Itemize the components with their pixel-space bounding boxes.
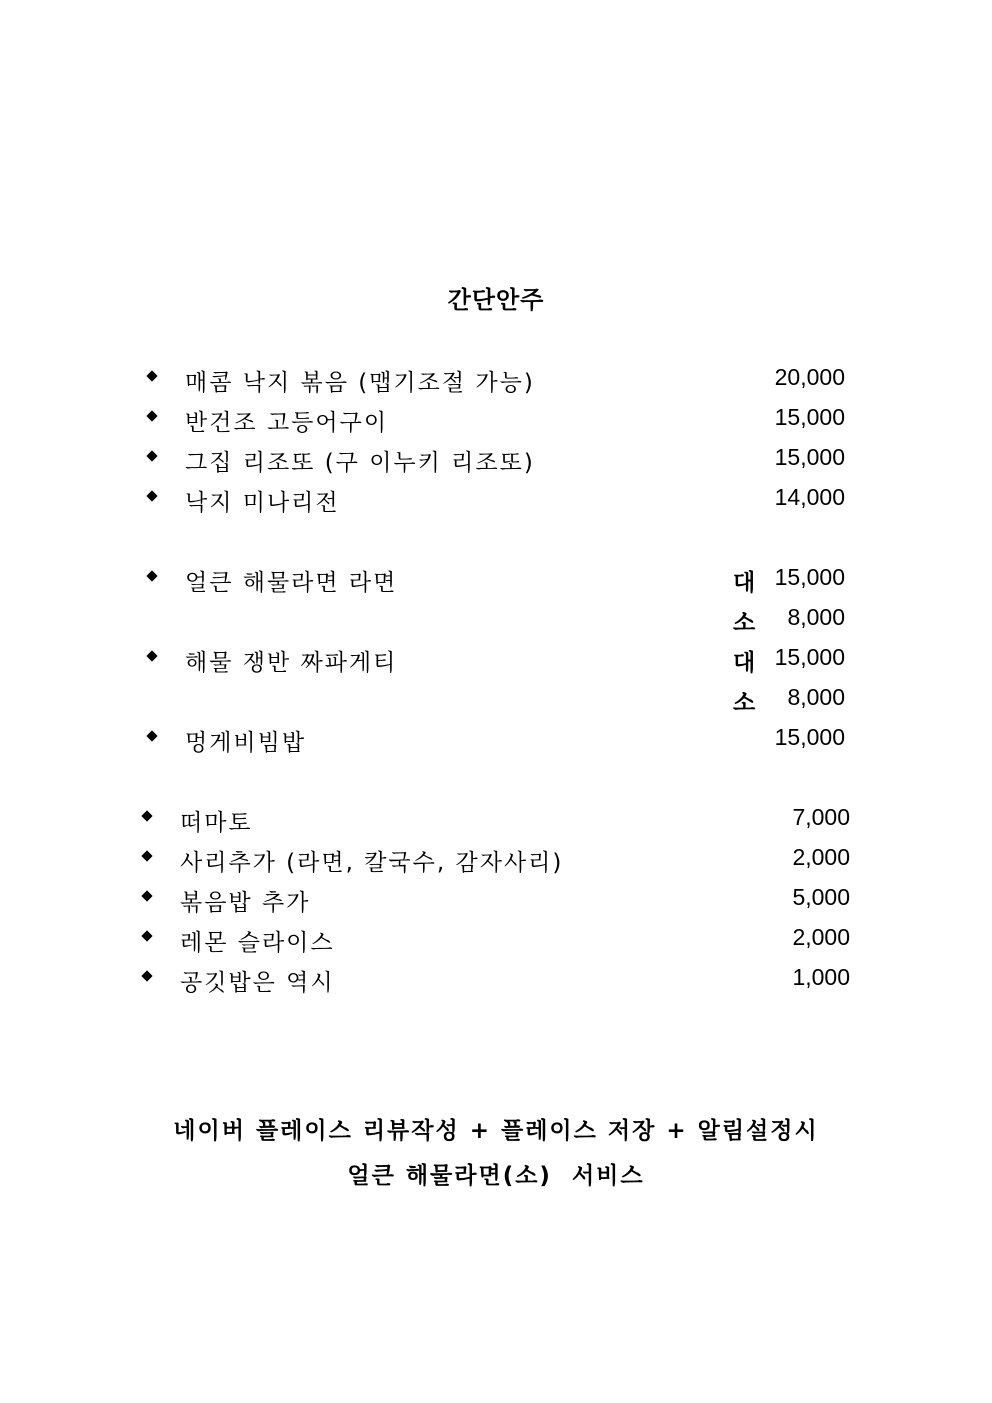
menu-item-name: 사리추가 (라면, 칼국수, 감자사리) bbox=[180, 850, 564, 876]
menu-item bbox=[0, 360, 992, 400]
menu-item-price: 15,000 bbox=[774, 724, 845, 750]
menu-item-price: 7,000 bbox=[792, 804, 850, 830]
menu-item-name: 해물 쟁반 짜파게티 bbox=[185, 650, 398, 676]
menu-item-name: 낙지 미나리전 bbox=[185, 490, 340, 516]
menu-item-price: 15,000 bbox=[774, 444, 845, 470]
diamond-bullet-icon bbox=[141, 890, 152, 901]
menu-item-name: 볶음밥 추가 bbox=[180, 890, 311, 916]
diamond-bullet-icon bbox=[146, 730, 157, 741]
diamond-bullet-icon bbox=[141, 810, 152, 821]
menu-item bbox=[0, 960, 992, 1000]
menu-item bbox=[0, 800, 992, 840]
menu-item-name: 멍게비빔밥 bbox=[185, 730, 307, 756]
diamond-bullet-icon bbox=[146, 650, 157, 661]
diamond-bullet-icon bbox=[146, 450, 157, 461]
menu-item-price: 15,000 bbox=[774, 564, 845, 590]
menu-item bbox=[0, 840, 992, 880]
menu-item bbox=[0, 400, 992, 440]
menu-item-size: 대 bbox=[733, 570, 756, 596]
menu-item-size: 소 bbox=[733, 690, 756, 716]
menu-item-name: 공깃밥은 역시 bbox=[180, 970, 335, 996]
promo-line-1: 네이버 플레이스 리뷰작성 + 플레이스 저장 + 알림설정시 bbox=[173, 1118, 819, 1144]
menu-item-price: 14,000 bbox=[774, 484, 845, 510]
menu-item-price: 1,000 bbox=[792, 964, 850, 990]
promo-line-2: 얼큰 해물라면(소) 서비스 bbox=[347, 1163, 645, 1189]
menu-item-price: 8,000 bbox=[787, 684, 845, 710]
menu-item bbox=[0, 880, 992, 920]
diamond-bullet-icon bbox=[141, 930, 152, 941]
diamond-bullet-icon bbox=[146, 490, 157, 501]
menu-item-price: 5,000 bbox=[792, 884, 850, 910]
menu-item-variant bbox=[0, 600, 992, 640]
menu-item-name: 그집 리조또 (구 이누키 리조또) bbox=[185, 450, 535, 476]
menu-item-price: 2,000 bbox=[792, 924, 850, 950]
menu-item bbox=[0, 640, 992, 680]
menu-title: 간단안주 bbox=[447, 286, 545, 314]
diamond-bullet-icon bbox=[141, 970, 152, 981]
menu-item-price: 15,000 bbox=[774, 644, 845, 670]
menu-item-price: 15,000 bbox=[774, 404, 845, 430]
diamond-bullet-icon bbox=[146, 370, 157, 381]
menu-item-name: 반건조 고등어구이 bbox=[185, 410, 389, 436]
menu-item-name: 떠마토 bbox=[180, 810, 253, 836]
diamond-bullet-icon bbox=[146, 570, 157, 581]
menu-item bbox=[0, 440, 992, 480]
menu-item-size: 소 bbox=[733, 610, 756, 636]
diamond-bullet-icon bbox=[146, 410, 157, 421]
menu-item-price: 8,000 bbox=[787, 604, 845, 630]
menu-item bbox=[0, 720, 992, 760]
menu-item-name: 매콤 낙지 볶음 (맵기조절 가능) bbox=[185, 370, 535, 396]
menu-item-price: 20,000 bbox=[774, 364, 845, 390]
menu-item-price: 2,000 bbox=[792, 844, 850, 870]
menu-item bbox=[0, 920, 992, 960]
menu-item-name: 레몬 슬라이스 bbox=[180, 930, 335, 956]
menu-item-name: 얼큰 해물라면 라면 bbox=[185, 570, 398, 596]
menu-item-variant bbox=[0, 680, 992, 720]
menu-item-size: 대 bbox=[733, 650, 756, 676]
diamond-bullet-icon bbox=[141, 850, 152, 861]
menu-item bbox=[0, 560, 992, 600]
menu-item bbox=[0, 480, 992, 520]
